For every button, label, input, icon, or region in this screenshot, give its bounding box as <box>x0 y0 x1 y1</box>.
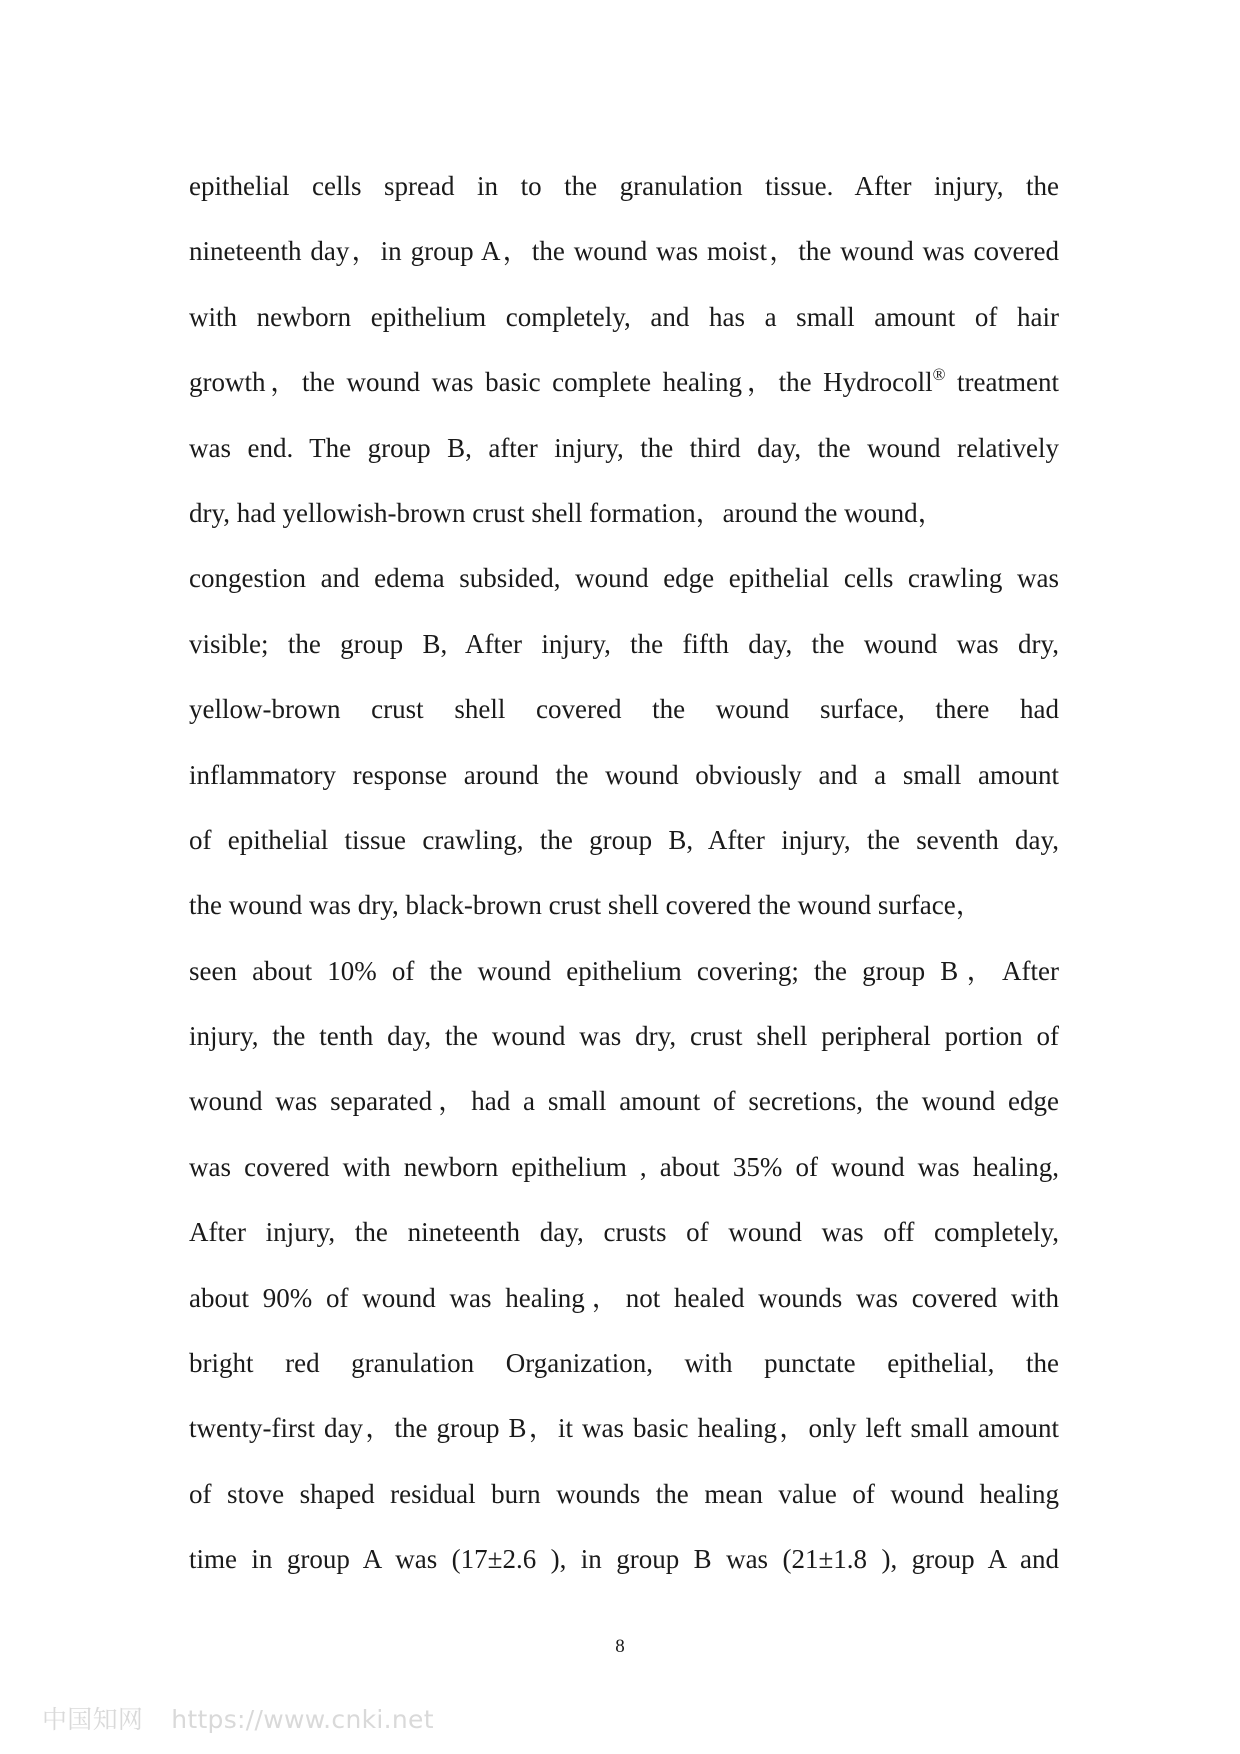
text-line <box>189 1010 1059 1075</box>
text-line <box>189 1468 1059 1533</box>
text-line <box>189 356 1059 421</box>
text-line <box>189 225 1059 290</box>
text-line-content: twenty-first day，the group B，it was basic healing，only left small amount <box>189 1413 1059 1444</box>
text-line-content: After injury, the nineteenth day, crusts of wound was off completely, <box>189 1217 1059 1248</box>
text-line <box>189 749 1059 814</box>
text-line <box>189 487 1059 552</box>
watermark-url: https://www.cnki.net <box>171 1705 434 1734</box>
body-text <box>189 160 1059 1599</box>
text-line <box>189 422 1059 487</box>
text-line-content: seen about 10% of the wound epithelium covering; the group B，After <box>189 955 1059 986</box>
text-line-content: wound was separated，had a small amount of secretions, the wound edge <box>189 1086 1059 1117</box>
page-number: 8 <box>615 1636 625 1657</box>
text-line <box>189 1272 1059 1337</box>
text-line-content: yellow-brown crust shell covered the wound surface, there had <box>189 694 1059 725</box>
text-line <box>189 1075 1059 1140</box>
text-line <box>189 160 1059 225</box>
text-line <box>189 1337 1059 1402</box>
text-line-content: inflammatory response around the wound obviously and a small amount <box>189 759 1059 790</box>
text-line <box>189 1533 1059 1598</box>
text-line-content: was covered with newborn epithelium , about 35% of wound was healing, <box>189 1151 1059 1182</box>
registered-mark: ® <box>932 365 946 385</box>
text-line <box>189 1402 1059 1467</box>
text-line-continuation: treatment <box>945 367 1059 398</box>
text-line <box>189 291 1059 356</box>
text-line-content: injury, the tenth day, the wound was dry, crust shell peripheral portion of <box>189 1021 1059 1052</box>
text-line-content: visible; the group B, After injury, the fifth day, the wound was dry, <box>189 628 1059 659</box>
text-line-content: nineteenth day，in group A，the wound was moist，the wound was covered <box>189 236 1059 267</box>
text-line <box>189 683 1059 748</box>
cnki-watermark <box>42 1700 434 1736</box>
text-line-content: was end. The group B, after injury, the third day, the wound relatively <box>189 432 1059 463</box>
text-line <box>189 618 1059 683</box>
text-line-content: growth，the wound was basic complete healing，the Hydrocoll <box>189 367 933 398</box>
text-line-content: the wound was dry, black-brown crust shell covered the wound surface， <box>189 890 983 921</box>
text-line-content: bright red granulation Organization, with punctate epithelial, the <box>189 1348 1059 1379</box>
text-line-content: time in group A was (17±2.6 ), in group B was (21±1.8 ), group A and <box>189 1544 1059 1575</box>
text-line-content: congestion and edema subsided, wound edge epithelial cells crawling was <box>189 563 1059 594</box>
text-line-content: epithelial cells spread in to the granulation tissue. After injury, the <box>189 171 1059 201</box>
text-line <box>189 879 1059 944</box>
text-line <box>189 814 1059 879</box>
text-line <box>189 945 1059 1010</box>
text-line-content: of epithelial tissue crawling, the group B, After injury, the seventh day, <box>189 824 1059 855</box>
text-line-content: dry, had yellowish-brown crust shell formation，around the wound， <box>189 497 945 528</box>
text-line-content: about 90% of wound was healing，not healed wounds was covered with <box>189 1282 1059 1313</box>
text-line-content: with newborn epithelium completely, and has a small amount of hair <box>189 301 1059 332</box>
text-line <box>189 552 1059 617</box>
watermark-logo-text: 中国知网 <box>42 1705 144 1734</box>
text-line <box>189 1206 1059 1271</box>
text-line-content: of stove shaped residual burn wounds the mean value of wound healing <box>189 1478 1059 1509</box>
text-line <box>189 1141 1059 1206</box>
